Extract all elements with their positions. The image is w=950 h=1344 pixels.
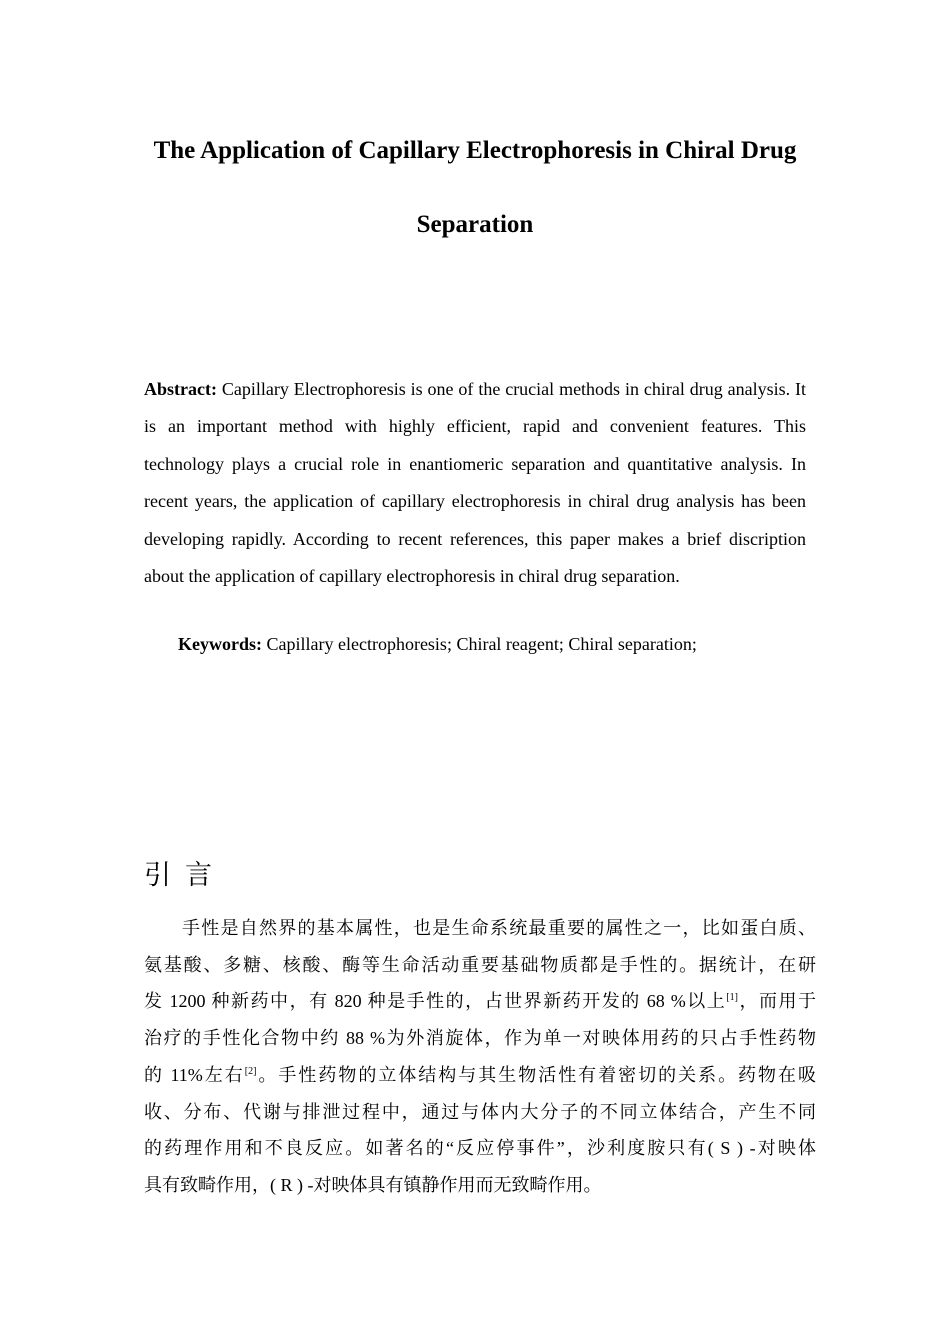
intro-line: 收、分布、代谢与排泄过程中，通过与体内大分子的不同立体结合，产生不同 [144,1101,816,1122]
keywords-text: Capillary electrophoresis; Chiral reagent; Chiral separation; [266,634,697,654]
intro-line: 具有致畸作用，( R ) -对映体具有镇静作用而无致畸作用。 [144,1174,602,1195]
intro-line: 手性是自然界的基本属性，也是生命系统最重要的属性之一，比如蛋白质、 [182,918,816,938]
intro-line: 的药理作用和不良反应。如著名的“反应停事件”，沙利度胺只有( S ) -对映体 [144,1138,816,1159]
abstract-paragraph [144,371,806,595]
citation-ref-2: [2] [244,1065,257,1077]
abstract-label: Abstract: [144,379,217,399]
intro-line-text: 发 1200 种新药中，有 820 种是手性的，占世界新药开发的 68 %以上 [144,991,727,1012]
intro-line: 氨基酸、多糖、核酸、酶等生命活动重要基础物质都是手性的。据统计，在研 [144,954,816,975]
keywords-line [178,632,697,656]
citation-ref-1: [1] [726,992,738,1004]
introduction-paragraph [144,910,816,1204]
intro-line [144,1057,816,1094]
section-heading-introduction: 引言 [144,860,226,891]
paper-title-line-1: The Application of Capillary Electrophoresis in Chiral Drug [153,137,797,164]
paper-title-line-2: Separation [416,211,534,238]
intro-line-text: ，而用于 [737,991,816,1012]
intro-line-text: 。手性药物的立体结构与其生物活性有着密切的关系。药物在吸 [256,1064,817,1085]
abstract-text: Capillary Electrophoresis is one of the crucial methods in chiral drug analysis. It is an important method with highly efficient, rapid and convenient features. This technology plays a crucial role in enantiomeric separation and quantitative analysis. In recent years, the application of capillary electrophoresis in chiral drug analysis has been developing rapidly. According to recent references, this paper makes a brief discription about the application of capillary electrophoresis in chiral drug separation. [144,379,807,587]
keywords-label: Keywords: [178,634,262,654]
intro-line [144,983,816,1020]
intro-line-text: 的 11%左右 [144,1064,245,1085]
intro-line: 治疗的手性化合物中约 88 %为外消旋体，作为单一对映体用药的只占手性药物 [144,1028,816,1049]
